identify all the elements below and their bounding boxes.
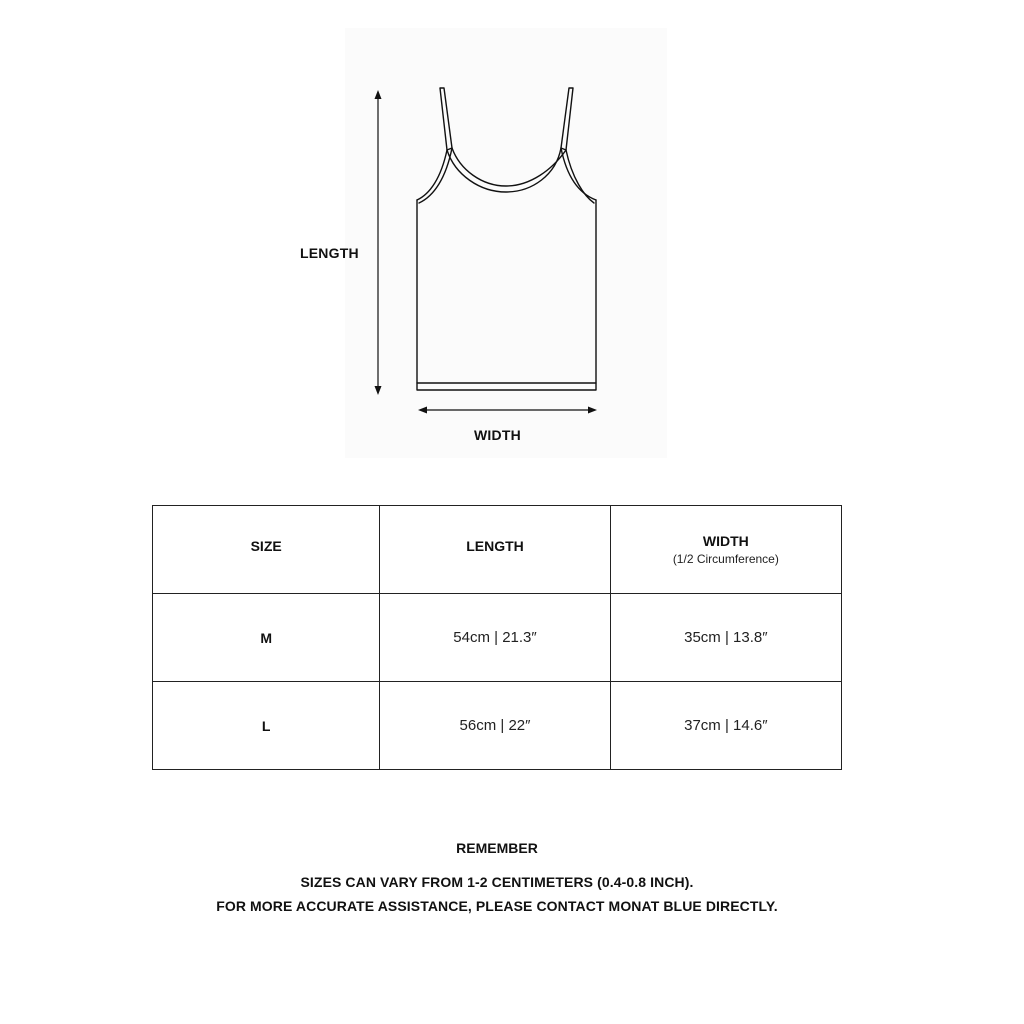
length-label: LENGTH <box>300 245 359 261</box>
size-cell: M <box>153 594 380 682</box>
header-size <box>153 506 380 594</box>
notes-line-2: FOR MORE ACCURATE ASSISTANCE, PLEASE CONTACT MONAT BLUE DIRECTLY. <box>216 898 778 914</box>
notes-line-1: SIZES CAN VARY FROM 1-2 CENTIMETERS (0.4-0.8 INCH). <box>300 874 694 890</box>
header-size-label: SIZE <box>250 537 282 554</box>
body-outline <box>417 200 596 390</box>
table-row <box>153 682 842 770</box>
width-label: WIDTH <box>474 427 521 443</box>
width-cell: 37cm | 14.6″ <box>610 682 841 770</box>
header-width-note: (1/2 Circumference) <box>672 552 779 566</box>
right-strap <box>561 88 573 150</box>
length-cell: 56cm | 22″ <box>380 682 610 770</box>
table-row <box>153 594 842 682</box>
width-cell: 35cm | 13.8″ <box>610 594 841 682</box>
size-cell: L <box>153 682 380 770</box>
header-width-label: WIDTH <box>702 533 749 549</box>
size-chart-table <box>152 505 842 770</box>
header-width <box>610 506 841 594</box>
length-arrow <box>375 90 382 395</box>
table-header-row <box>153 506 842 594</box>
header-length-label: LENGTH <box>466 537 524 554</box>
header-length <box>380 506 610 594</box>
left-strap <box>440 88 452 150</box>
tank-top-diagram <box>0 0 1024 470</box>
notes-section <box>0 840 994 922</box>
width-arrow <box>418 407 597 414</box>
right-armhole <box>561 148 596 200</box>
length-cell: 54cm | 21.3″ <box>380 594 610 682</box>
notes-title: REMEMBER <box>456 840 538 856</box>
